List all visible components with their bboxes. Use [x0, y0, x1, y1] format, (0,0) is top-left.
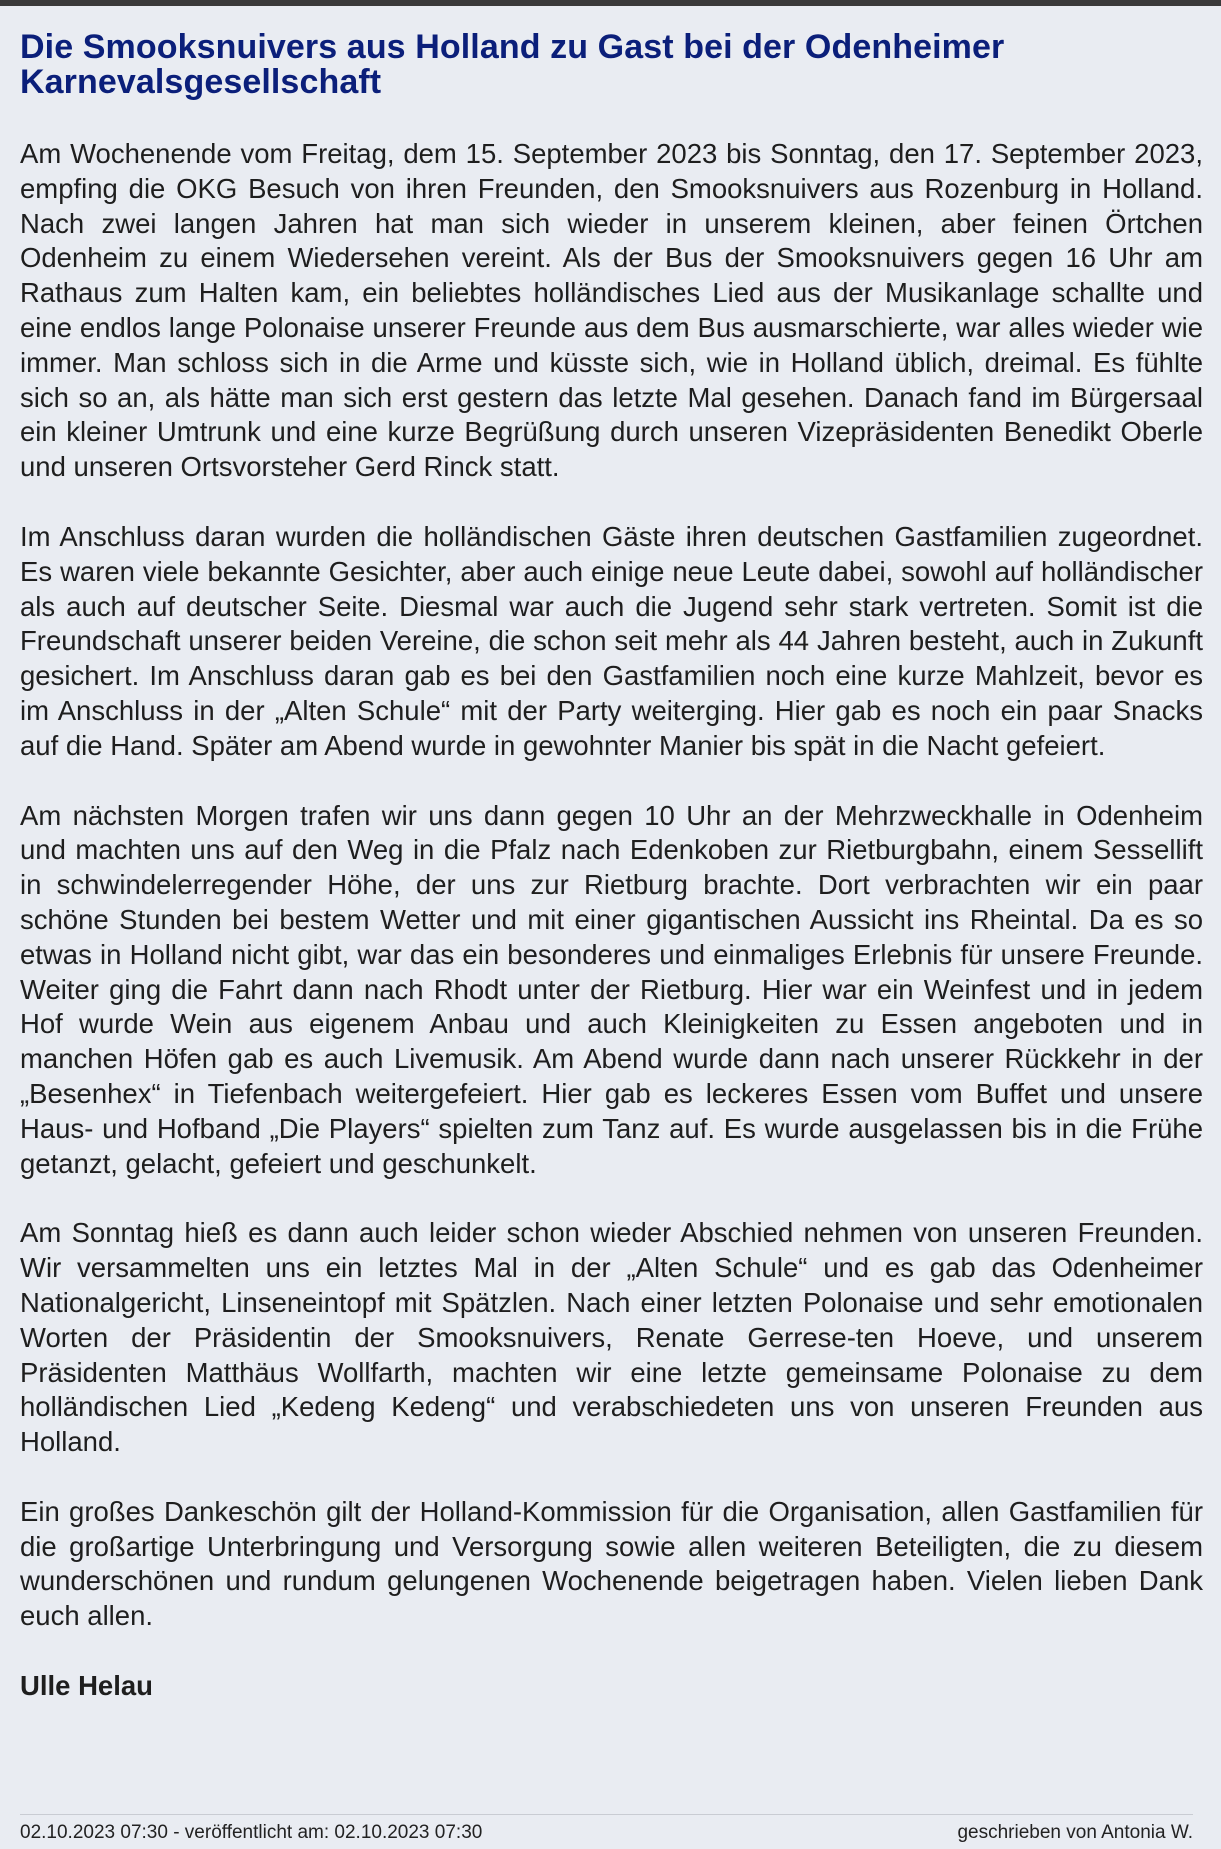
published-date: 02.10.2023 07:30 - veröffentlicht am: 02.10.2023 07:30 — [20, 1822, 483, 1843]
top-border — [0, 0, 1221, 6]
paragraph-3: Am nächsten Morgen trafen wir uns dann gegen 10 Uhr an der Mehrzweckhalle in Odenheim und machten uns auf den Weg in die Pfalz nach Edenkoben zur Rietburgbahn, einem Sessellift in schwindelerregender Höhe, der uns zur Rietburg brachte. Dort verbrachten wir ein paar schöne Stunden bei bestem Wetter und mit einer gigantischen Aussicht ins Rheintal. Da es so etwas in Holland nicht gibt, war das ein besonderes und einmaliges Erlebnis für unsere Freunde. Weiter ging die Fahrt dann nach Rhodt unter der Rietburg. Hier war ein Weinfest und in jedem Hof wurde Wein aus eigenem Anbau und auch Kleinigkeiten zu Essen angeboten und in manchen Höfen gab es auch Livemusik. Am Abend wurde dann nach unserer Rückkehr in der „Besenhex“ in Tiefenbach weitergefeiert. Hier gab es leckeres Essen vom Buffet und unsere Haus- und Hofband „Die Players“ spielten zum Tanz auf. Es wurde ausgelassen bis in die Frühe getanzt, gelacht, gefeiert und geschunkelt. — [20, 799, 1203, 1179]
paragraph-1: Am Wochenende vom Freitag, dem 15. September 2023 bis Sonntag, den 17. September 2023, empfing die OKG Besuch von ihren Freunden, den Smooksnuivers aus Rozenburg in Holland. Nach zwei langen Jahren hat man sich wieder in unserem kleinen, aber feinen Örtchen Odenheim zu einem Wiedersehen vereint. Als der Bus der Smooksnuivers gegen 16 Uhr am Rathaus zum Halten kam, ein beliebtes holländisches Lied aus der Musikanlage schallte und eine endlos lange Polonaise unserer Freunde aus dem Bus ausmarschierte, war alles wieder wie immer. Man schloss sich in die Arme und küsste sich, wie in Holland üblich, dreimal. Es fühlte sich so an, als hätte man sich erst gestern das letzte Mal gesehen. Danach fand im Bürgersaal ein kleiner Umtrunk und eine kurze Begrüßung durch unseren Vizepräsidenten Benedikt Oberle und unseren Ortsvorsteher Gerd Rinck statt. — [20, 138, 1203, 483]
article-footer — [20, 1814, 1193, 1845]
author-credit: geschrieben von Antonia W. — [957, 1822, 1193, 1843]
article-title: Die Smooksnuivers aus Holland zu Gast bei der Odenheimer Karnevalsgesellschaft — [20, 28, 1005, 101]
signature: Ulle Helau — [20, 1670, 153, 1702]
article-body — [20, 137, 1203, 1704]
paragraph-2: Im Anschluss daran wurden die holländischen Gäste ihren deutschen Gastfamilien zugeordnet. Es waren viele bekannte Gesichter, aber auch einige neue Leute dabei, sowohl auf holländischer als auch auf deutscher Seite. Diesmal war auch die Jugend sehr stark vertreten. Somit ist die Freundschaft unserer beiden Vereine, die schon seit mehr als 44 Jahren besteht, auch in Zukunft gesichert. Im Anschluss daran gab es bei den Gastfamilien noch eine kurze Mahlzeit, bevor es im Anschluss in der „Alten Schule“ mit der Party weiterging. Hier gab es noch ein paar Snacks auf die Hand. Später am Abend wurde in gewohnter Manier bis spät in die Nacht gefeiert. — [20, 520, 1203, 761]
paragraph-5: Ein großes Dankeschön gilt der Holland-Kommission für die Organisation, allen Gastfamilien für die großartige Unterbringung und Versorgung sowie allen weiteren Beteiligten, die zu diesem wunderschönen und rundum gelungenen Wochenende beigetragen haben. Vielen lieben Dank euch allen. — [20, 1495, 1203, 1632]
article — [20, 30, 1203, 1739]
paragraph-4: Am Sonntag hieß es dann auch leider schon wieder Abschied nehmen von unseren Freunden. Wir versammelten uns ein letztes Mal in der „Alten Schule“ und es gab das Odenheimer Nationalgericht, Linseneintopf mit Spätzlen. Nach einer letzten Polonaise und sehr emotionalen Worten der Präsidentin der Smooksnuivers, Renate Gerrese-ten Hoeve, und unserem Präsidenten Matthäus Wollfarth, machten wir eine letzte gemeinsame Polonaise zu dem holländischen Lied „Kedeng Kedeng“ und verabschiedeten uns von unseren Freunden aus Holland. — [20, 1217, 1203, 1458]
